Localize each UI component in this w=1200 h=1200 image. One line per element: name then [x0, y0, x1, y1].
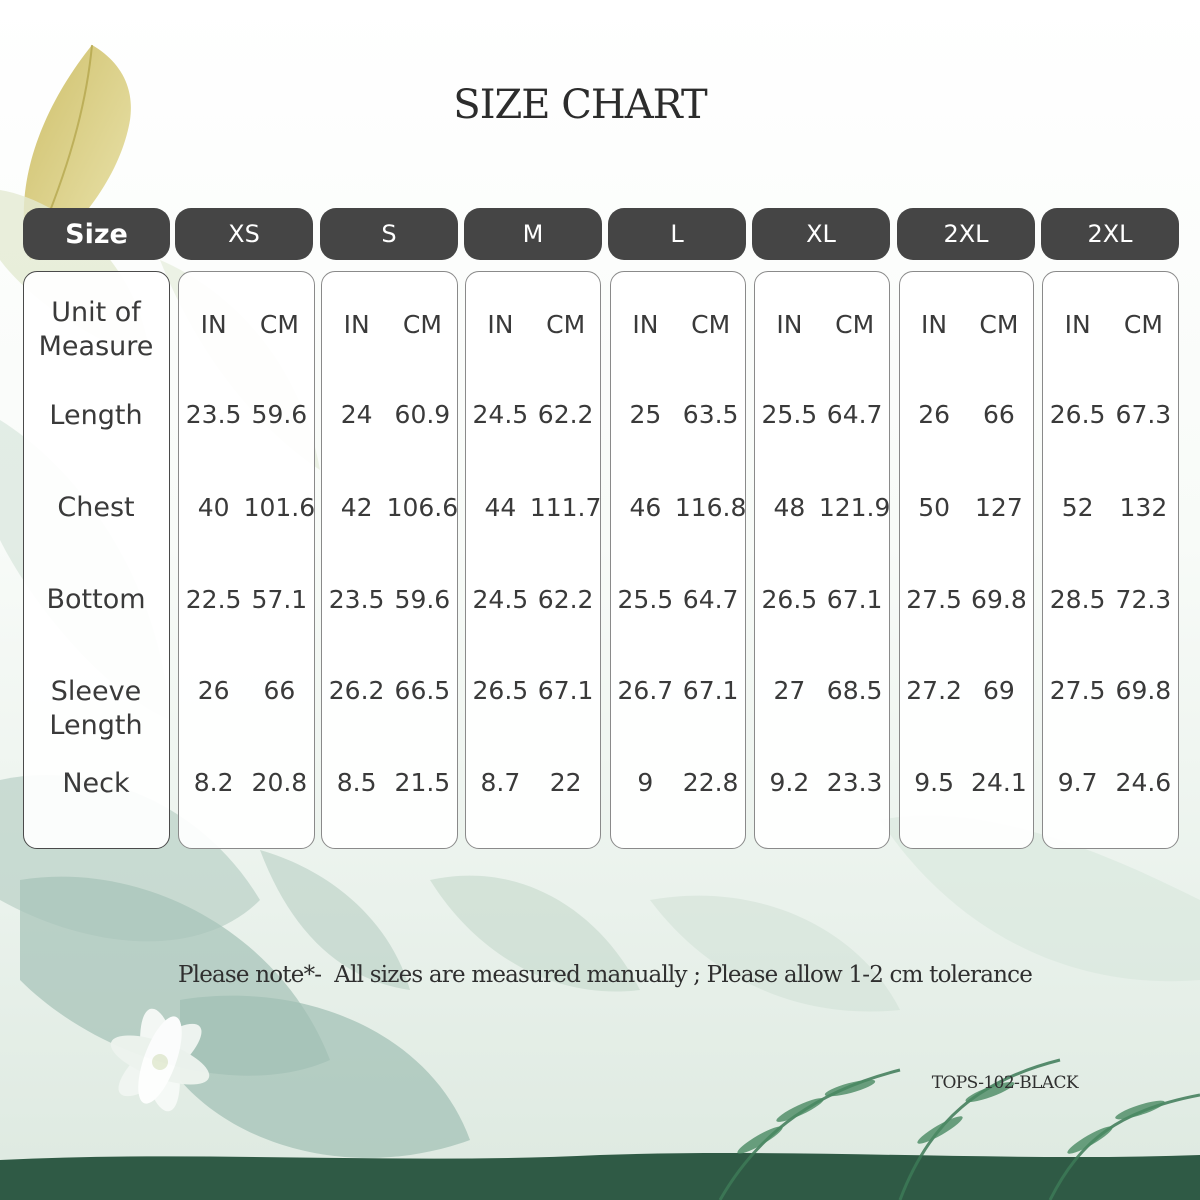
sleeve-in-value: 26	[197, 676, 230, 705]
bottom-cm-value: 57.1	[251, 585, 308, 614]
sleeve-cm-value: 69.8	[1115, 676, 1172, 705]
neck-cm-value: 21.5	[394, 768, 451, 797]
product-code: TOPS-102-BLACK	[931, 1073, 1078, 1093]
length-cm-value: 59.6	[251, 400, 308, 429]
chest-in-value: 52	[1061, 493, 1094, 522]
bottom-in-value: 28.5	[1049, 585, 1106, 614]
length-cm-value: 62.2	[537, 400, 594, 429]
row-label-length: Length	[49, 399, 143, 431]
neck-in-value: 8.5	[336, 768, 377, 797]
unit-header-in: IN	[200, 310, 227, 339]
size-header-pill: Size	[23, 208, 170, 260]
unit-header-cm: CM	[979, 310, 1019, 339]
sleeve-cm-value: 66	[263, 676, 296, 705]
size-pill-7: 2XL	[1041, 208, 1179, 260]
bottom-in-value: 22.5	[185, 585, 242, 614]
length-in-value: 25	[629, 400, 662, 429]
bottom-cm-value: 59.6	[394, 585, 451, 614]
unit-header-in: IN	[632, 310, 659, 339]
size-column-4	[610, 271, 746, 849]
unit-header-cm: CM	[691, 310, 731, 339]
size-column-2	[321, 271, 458, 849]
sleeve-cm-value: 67.1	[682, 676, 739, 705]
chest-cm-value: 106.6	[386, 493, 459, 522]
chest-in-value: 48	[773, 493, 806, 522]
bottom-in-value: 25.5	[617, 585, 674, 614]
unit-header-cm: CM	[402, 310, 442, 339]
length-cm-value: 66	[982, 400, 1015, 429]
bottom-in-value: 23.5	[328, 585, 385, 614]
size-column-5	[754, 271, 890, 849]
chest-cm-value: 111.7	[529, 493, 602, 522]
neck-in-value: 9.7	[1057, 768, 1098, 797]
page-title: SIZE CHART	[453, 82, 707, 128]
bottom-cm-value: 64.7	[682, 585, 739, 614]
tolerance-note: Please note*- All sizes are measured manually ; Please allow 1-2 cm tolerance	[177, 962, 1033, 988]
neck-cm-value: 20.8	[251, 768, 308, 797]
row-label-bottom: Bottom	[46, 583, 146, 615]
neck-cm-value: 22.8	[682, 768, 739, 797]
length-in-value: 23.5	[185, 400, 242, 429]
length-cm-value: 67.3	[1115, 400, 1172, 429]
bottom-in-value: 24.5	[472, 585, 529, 614]
chest-cm-value: 127	[975, 493, 1023, 522]
length-in-value: 24	[340, 400, 373, 429]
size-pill-1: XS	[175, 208, 313, 260]
row-label-chest: Chest	[57, 491, 135, 523]
unit-header-cm: CM	[835, 310, 875, 339]
chest-in-value: 46	[629, 493, 662, 522]
size-column-3	[465, 271, 601, 849]
chest-in-value: 44	[484, 493, 517, 522]
sleeve-in-value: 27.5	[1049, 676, 1106, 705]
length-in-value: 25.5	[761, 400, 818, 429]
size-column-1	[178, 271, 315, 849]
sleeve-in-value: 27.2	[906, 676, 962, 705]
size-pill-4: L	[608, 208, 746, 260]
chest-cm-value: 132	[1119, 493, 1168, 522]
unit-header-cm: CM	[1123, 310, 1163, 339]
unit-header-in: IN	[1064, 310, 1091, 339]
neck-cm-value: 23.3	[826, 768, 883, 797]
length-cm-value: 64.7	[826, 400, 883, 429]
neck-cm-value: 24.1	[971, 768, 1027, 797]
bottom-in-value: 27.5	[906, 585, 962, 614]
sleeve-in-value: 26.2	[328, 676, 385, 705]
row-label-sleeve: Sleeve Length	[49, 675, 143, 741]
neck-in-value: 9.2	[769, 768, 810, 797]
length-cm-value: 60.9	[394, 400, 451, 429]
unit-header-in: IN	[487, 310, 514, 339]
neck-in-value: 8.2	[193, 768, 234, 797]
size-pill-3: M	[464, 208, 602, 260]
bottom-cm-value: 72.3	[1115, 585, 1172, 614]
neck-cm-value: 22	[549, 768, 582, 797]
unit-header-in: IN	[921, 310, 948, 339]
neck-in-value: 8.7	[480, 768, 521, 797]
row-label-unit: Unit of Measure	[38, 296, 154, 362]
neck-in-value: 9.5	[914, 768, 954, 797]
length-in-value: 24.5	[472, 400, 529, 429]
length-cm-value: 63.5	[682, 400, 739, 429]
unit-header-in: IN	[776, 310, 803, 339]
sleeve-in-value: 26.5	[472, 676, 529, 705]
sleeve-cm-value: 66.5	[394, 676, 451, 705]
sleeve-cm-value: 68.5	[826, 676, 883, 705]
unit-header-in: IN	[343, 310, 370, 339]
size-pill-5: XL	[752, 208, 890, 260]
unit-header-cm: CM	[546, 310, 586, 339]
chest-in-value: 50	[918, 493, 950, 522]
size-column-6	[899, 271, 1034, 849]
neck-cm-value: 24.6	[1115, 768, 1172, 797]
sleeve-in-value: 27	[773, 676, 806, 705]
sleeve-cm-value: 69	[982, 676, 1015, 705]
size-pill-6: 2XL	[897, 208, 1035, 260]
bottom-in-value: 26.5	[761, 585, 818, 614]
sleeve-in-value: 26.7	[617, 676, 674, 705]
unit-header-cm: CM	[259, 310, 299, 339]
chest-in-value: 42	[340, 493, 373, 522]
bottom-cm-value: 62.2	[537, 585, 594, 614]
length-in-value: 26	[918, 400, 950, 429]
chest-in-value: 40	[197, 493, 230, 522]
chest-cm-value: 121.9	[818, 493, 891, 522]
length-in-value: 26.5	[1049, 400, 1106, 429]
bottom-cm-value: 67.1	[826, 585, 883, 614]
size-pill-2: S	[320, 208, 458, 260]
bottom-cm-value: 69.8	[971, 585, 1027, 614]
row-label-neck: Neck	[62, 767, 130, 799]
neck-in-value: 9	[637, 768, 654, 797]
chest-cm-value: 116.8	[674, 493, 747, 522]
sleeve-cm-value: 67.1	[537, 676, 594, 705]
chest-cm-value: 101.6	[243, 493, 316, 522]
size-column-7	[1042, 271, 1179, 849]
